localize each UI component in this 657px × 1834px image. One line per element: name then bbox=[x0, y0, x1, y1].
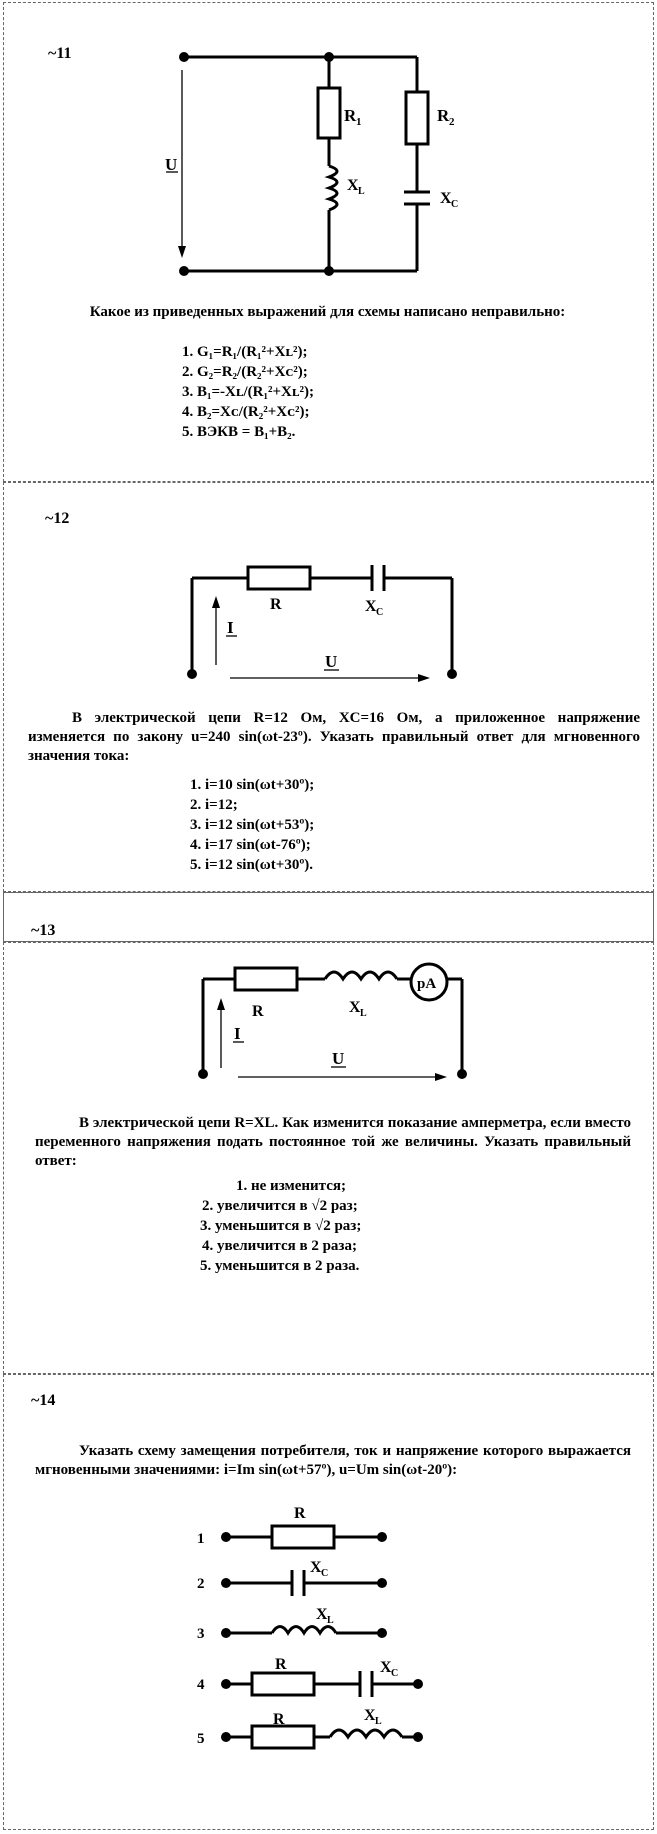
xl-label: X bbox=[364, 1707, 376, 1724]
question-11-number: ~11 bbox=[48, 45, 72, 62]
svg-text:C: C bbox=[321, 1568, 329, 1579]
option-2[interactable]: 2. i=12; bbox=[190, 797, 238, 813]
option-5[interactable]: 5. уменьшится в 2 раза. bbox=[200, 1258, 360, 1274]
svg-text:C: C bbox=[451, 199, 459, 210]
question-12-text: В электрической цепи R=12 Ом, XC=16 Ом, а приложенное напряжение изменяется по закону u=240 sin(ωt-23º). Указать правильный ответ для мгновенного значения тока: bbox=[28, 710, 640, 764]
question-11-text: Какое из приведенных выражений для схемы написано неправильно: bbox=[89, 304, 566, 320]
scheme-5[interactable] bbox=[197, 1707, 423, 1748]
option-5[interactable]: 5. BЭКВ = B₁+B₂. bbox=[182, 424, 296, 440]
r1-label: R bbox=[344, 106, 357, 125]
option-4[interactable]: 4. увеличится в 2 раза; bbox=[202, 1238, 357, 1254]
option-1[interactable]: 1. не изменится; bbox=[236, 1178, 346, 1194]
svg-text:C: C bbox=[376, 607, 384, 618]
option-3[interactable]: 3. i=12 sin(ωt+53º); bbox=[190, 817, 315, 833]
svg-text:L: L bbox=[327, 1615, 334, 1626]
svg-text:2: 2 bbox=[197, 1576, 205, 1592]
option-1[interactable]: 1. G₁=R₁/(R₁²+Xʟ²); bbox=[182, 344, 308, 360]
question-14-text: Указать схему замещения потребителя, ток и напряжение которого выражается мгновенными значениями: i=Im sin(ωt+57º), u=Um sin(ωt-20º): bbox=[35, 1443, 631, 1478]
svg-text:5: 5 bbox=[197, 1731, 205, 1747]
question-14-number: ~14 bbox=[31, 1392, 56, 1409]
option-4[interactable]: 4. i=17 sin(ωt-76º); bbox=[190, 837, 311, 853]
option-1[interactable]: 1. i=10 sin(ωt+30º); bbox=[190, 777, 315, 793]
option-3[interactable]: 3. B₁=-Xʟ/(R₁²+Xʟ²); bbox=[182, 384, 314, 400]
r2-label: R bbox=[437, 106, 450, 125]
xc-label: X bbox=[310, 1559, 322, 1576]
svg-text:2: 2 bbox=[449, 116, 455, 128]
r-label: R bbox=[252, 1003, 264, 1020]
svg-text:1: 1 bbox=[356, 116, 362, 128]
r-label: R bbox=[273, 1711, 285, 1728]
r-label: R bbox=[270, 596, 282, 613]
scheme-1[interactable] bbox=[197, 1505, 387, 1548]
voltage-label-u: U bbox=[165, 155, 178, 174]
option-5[interactable]: 5. i=12 sin(ωt+30º). bbox=[190, 857, 314, 873]
xc-label: X bbox=[365, 598, 377, 615]
current-label-i: I bbox=[234, 1024, 241, 1043]
ammeter-label: pA bbox=[417, 976, 437, 992]
xc-label: X bbox=[440, 190, 452, 207]
xl-label: X bbox=[349, 999, 361, 1016]
question-12-number: ~12 bbox=[45, 510, 70, 527]
scheme-3[interactable] bbox=[197, 1606, 387, 1642]
question-13-text: В электрической цепи R=XL. Как изменится показание амперметра, если вместо переменного напряжения подать постоянное той же величины. Указать правильный ответ: bbox=[35, 1115, 631, 1169]
option-3[interactable]: 3. уменьшится в √2 раз; bbox=[200, 1218, 362, 1234]
svg-text:L: L bbox=[358, 186, 365, 197]
r-label: R bbox=[294, 1505, 306, 1522]
svg-text:L: L bbox=[375, 1716, 382, 1727]
option-2[interactable]: 2. G₂=R₂/(R₂²+Xᴄ²); bbox=[182, 364, 308, 380]
r-label: R bbox=[275, 1656, 287, 1673]
svg-text:4: 4 bbox=[197, 1677, 205, 1693]
voltage-label-u: U bbox=[332, 1049, 345, 1068]
scheme-4[interactable] bbox=[197, 1656, 423, 1697]
svg-text:1: 1 bbox=[197, 1531, 205, 1547]
option-4[interactable]: 4. B₂=Xᴄ/(R₂²+Xᴄ²); bbox=[182, 404, 310, 420]
svg-text:3: 3 bbox=[197, 1626, 205, 1642]
voltage-label-u: U bbox=[325, 652, 338, 671]
xl-label: X bbox=[347, 177, 359, 194]
svg-text:L: L bbox=[360, 1008, 367, 1019]
xc-label: X bbox=[380, 1659, 392, 1676]
xl-label: X bbox=[316, 1606, 328, 1623]
svg-text:C: C bbox=[391, 1668, 399, 1679]
option-2[interactable]: 2. увеличится в √2 раз; bbox=[202, 1198, 358, 1214]
question-13-number: ~13 bbox=[31, 922, 56, 939]
scheme-2[interactable] bbox=[197, 1559, 387, 1596]
current-label-i: I bbox=[227, 618, 234, 637]
